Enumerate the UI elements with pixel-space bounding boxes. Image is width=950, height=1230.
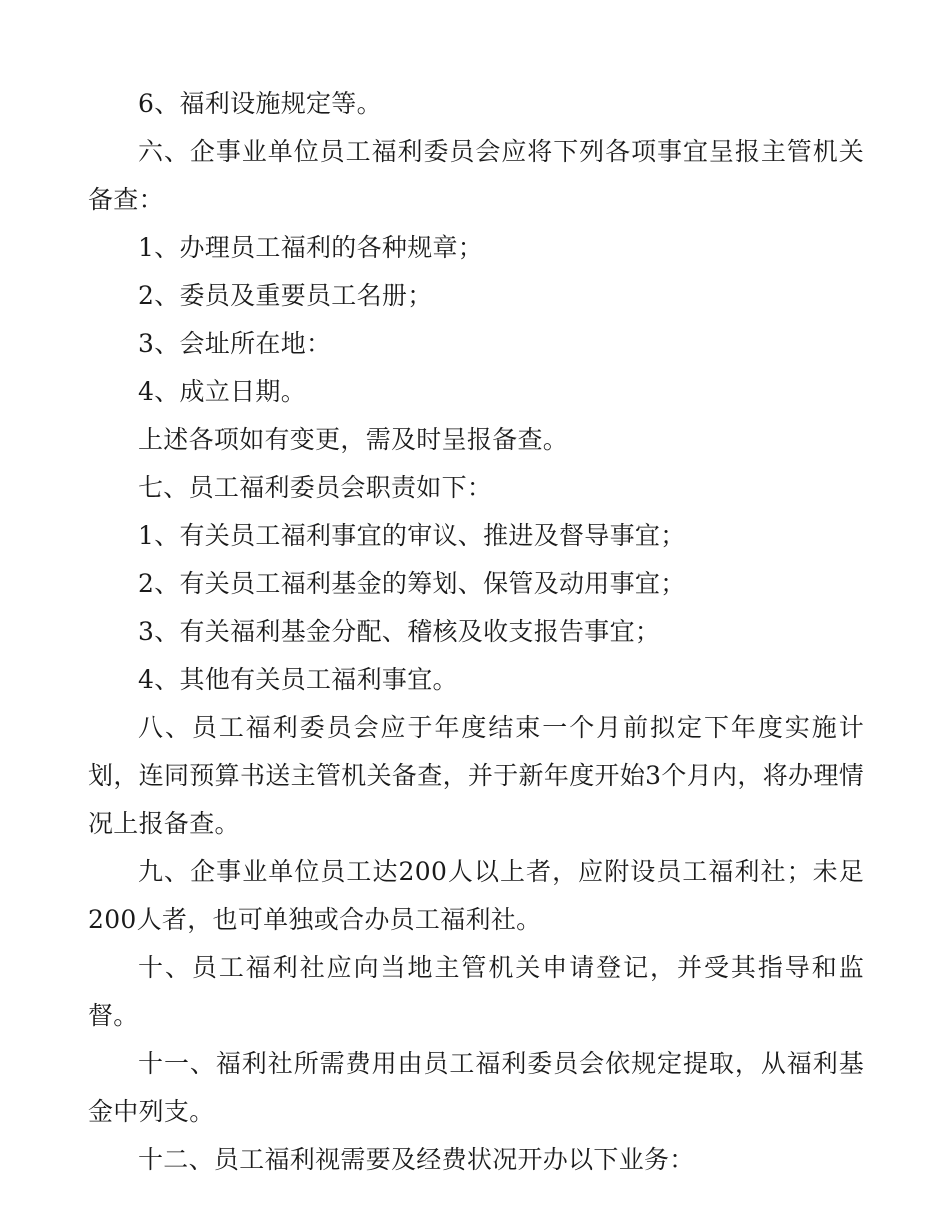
- paragraph-7: 上述各项如有变更，需及时呈报备查。: [138, 425, 569, 454]
- paragraph-4: 2、委员及重要员工名册；: [138, 281, 433, 310]
- paragraph-12: 4、其他有关员工福利事宜。: [138, 665, 458, 694]
- paragraph-6: 4、成立日期。: [138, 377, 307, 406]
- paragraph-14: 九、企事业单位员工达200人以上者，应附设员工福利社；未足200人者，也可单独或合办员工福利社。: [88, 857, 864, 934]
- paragraph-5: 3、会址所在地：: [138, 329, 332, 358]
- paragraph-13: 八、员工福利委员会应于年度结束一个月前拟定下年度实施计划，连同预算书送主管机关备查，并于新年度开始3个月内，将办理情况上报备查。: [88, 713, 864, 838]
- paragraph-1: 6、福利设施规定等。: [138, 89, 382, 118]
- paragraph-15: 十、员工福利社应向当地主管机关申请登记，并受其指导和监督。: [88, 953, 864, 1030]
- paragraph-9: 1、有关员工福利事宜的审议、推进及督导事宜；: [138, 521, 686, 550]
- paragraph-16: 十一、福利社所需费用由员工福利委员会依规定提取，从福利基金中列支。: [88, 1049, 864, 1126]
- document-body: [88, 80, 864, 1184]
- paragraph-17: 十二、员工福利视需要及经费状况开办以下业务：: [138, 1145, 695, 1174]
- paragraph-3: 1、办理员工福利的各种规章；: [138, 233, 484, 262]
- paragraph-10: 2、有关员工福利基金的筹划、保管及动用事宜；: [138, 569, 686, 598]
- paragraph-11: 3、有关福利基金分配、稽核及收支报告事宜；: [138, 617, 661, 646]
- paragraph-8: 七、员工福利委员会职责如下：: [138, 473, 493, 502]
- paragraph-2: 六、企事业单位员工福利委员会应将下列各项事宜呈报主管机关备查：: [88, 137, 864, 214]
